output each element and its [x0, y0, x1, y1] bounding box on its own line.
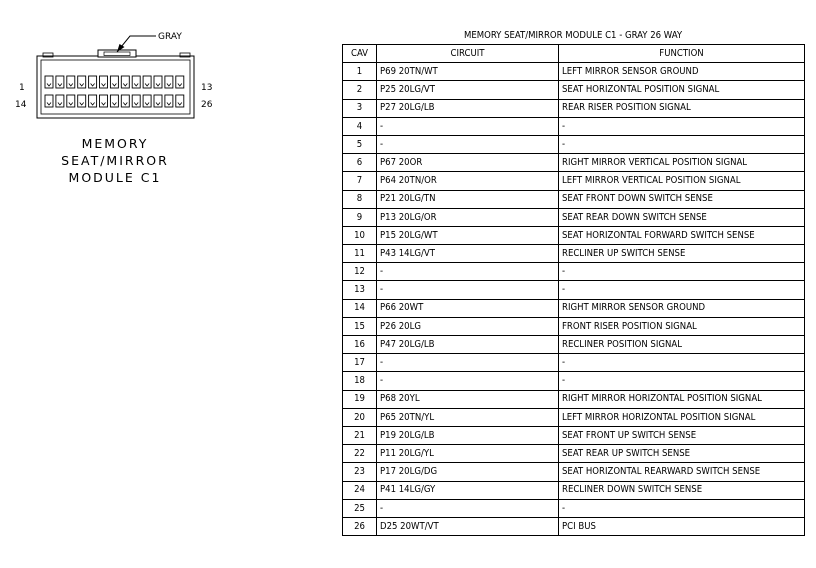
circuit-cell: P47 20LG/LB [377, 336, 559, 354]
cav-cell: 20 [343, 408, 377, 426]
function-cell: - [559, 499, 805, 517]
connector-title-line-1: MEMORY [81, 136, 149, 151]
cav-cell: 17 [343, 354, 377, 372]
circuit-cell: - [377, 499, 559, 517]
circuit-cell: P11 20LG/YL [377, 445, 559, 463]
table-row [343, 135, 805, 153]
circuit-cell: P67 20OR [377, 154, 559, 172]
function-cell: SEAT HORIZONTAL REARWARD SWITCH SENSE [559, 463, 805, 481]
header-cav: CAV [343, 45, 377, 63]
table-row [343, 154, 805, 172]
cav-cell: 6 [343, 154, 377, 172]
function-cell: SEAT REAR UP SWITCH SENSE [559, 445, 805, 463]
function-cell: - [559, 135, 805, 153]
function-cell: RIGHT MIRROR HORIZONTAL POSITION SIGNAL [559, 390, 805, 408]
header-circuit: CIRCUIT [377, 45, 559, 63]
table-row [343, 226, 805, 244]
function-cell: - [559, 354, 805, 372]
function-cell: LEFT MIRROR HORIZONTAL POSITION SIGNAL [559, 408, 805, 426]
circuit-cell: P21 20LG/TN [377, 190, 559, 208]
table-row [343, 63, 805, 81]
circuit-cell: D25 20WT/VT [377, 517, 559, 535]
pin-number-26: 26 [201, 100, 213, 110]
function-cell: FRONT RISER POSITION SIGNAL [559, 317, 805, 335]
table-row [343, 372, 805, 390]
function-cell: LEFT MIRROR VERTICAL POSITION SIGNAL [559, 172, 805, 190]
circuit-cell: P19 20LG/LB [377, 426, 559, 444]
cav-cell: 4 [343, 117, 377, 135]
table-row [343, 354, 805, 372]
table-row [343, 517, 805, 535]
pin-number-13: 13 [201, 83, 213, 93]
function-cell: RIGHT MIRROR SENSOR GROUND [559, 299, 805, 317]
circuit-cell: P69 20TN/WT [377, 63, 559, 81]
table-row [343, 190, 805, 208]
table-title: MEMORY SEAT/MIRROR MODULE C1 - GRAY 26 WAY [463, 30, 683, 41]
function-cell: - [559, 281, 805, 299]
table-row [343, 317, 805, 335]
circuit-cell: P65 20TN/YL [377, 408, 559, 426]
circuit-cell: - [377, 372, 559, 390]
cav-cell: 26 [343, 517, 377, 535]
table-header-row [343, 45, 805, 63]
pin-number-1: 1 [19, 83, 25, 93]
cav-cell: 14 [343, 299, 377, 317]
cav-cell: 7 [343, 172, 377, 190]
cav-cell: 12 [343, 263, 377, 281]
table-row [343, 81, 805, 99]
cav-cell: 15 [343, 317, 377, 335]
table-row [343, 336, 805, 354]
cav-cell: 9 [343, 208, 377, 226]
table-row [343, 390, 805, 408]
function-cell: SEAT FRONT DOWN SWITCH SENSE [559, 190, 805, 208]
circuit-cell: P15 20LG/WT [377, 226, 559, 244]
function-cell: - [559, 117, 805, 135]
table-row [343, 445, 805, 463]
cav-cell: 3 [343, 99, 377, 117]
table-row [343, 245, 805, 263]
function-cell: PCI BUS [559, 517, 805, 535]
connector-title-line-2: SEAT/MIRROR [61, 153, 169, 168]
pin-row-top [45, 76, 184, 88]
cav-cell: 25 [343, 499, 377, 517]
function-cell: LEFT MIRROR SENSOR GROUND [559, 63, 805, 81]
cav-cell: 24 [343, 481, 377, 499]
pin-row-bottom [45, 95, 184, 107]
cav-cell: 10 [343, 226, 377, 244]
cav-cell: 2 [343, 81, 377, 99]
table-row [343, 299, 805, 317]
circuit-cell: P66 20WT [377, 299, 559, 317]
circuit-cell: P13 20LG/OR [377, 208, 559, 226]
circuit-cell: P64 20TN/OR [377, 172, 559, 190]
function-cell: REAR RISER POSITION SIGNAL [559, 99, 805, 117]
table-row [343, 99, 805, 117]
table-row [343, 426, 805, 444]
circuit-cell: - [377, 117, 559, 135]
table-row [343, 263, 805, 281]
cav-cell: 11 [343, 245, 377, 263]
cav-cell: 8 [343, 190, 377, 208]
header-function: FUNCTION [559, 45, 805, 63]
table-row [343, 172, 805, 190]
circuit-cell: P43 14LG/VT [377, 245, 559, 263]
table-row [343, 499, 805, 517]
function-cell: RECLINER UP SWITCH SENSE [559, 245, 805, 263]
circuit-cell: - [377, 263, 559, 281]
cav-cell: 23 [343, 463, 377, 481]
circuit-cell: P68 20YL [377, 390, 559, 408]
table-row [343, 408, 805, 426]
circuit-cell: P27 20LG/LB [377, 99, 559, 117]
cav-cell: 18 [343, 372, 377, 390]
cav-cell: 13 [343, 281, 377, 299]
table-row [343, 463, 805, 481]
table-row [343, 481, 805, 499]
cav-cell: 1 [343, 63, 377, 81]
cav-cell: 21 [343, 426, 377, 444]
function-cell: RECLINER DOWN SWITCH SENSE [559, 481, 805, 499]
circuit-cell: P26 20LG [377, 317, 559, 335]
circuit-cell: - [377, 135, 559, 153]
cav-cell: 19 [343, 390, 377, 408]
pinout-table [342, 44, 805, 536]
connector-title-line-3: MODULE C1 [68, 170, 162, 185]
circuit-cell: P41 14LG/GY [377, 481, 559, 499]
function-cell: SEAT FRONT UP SWITCH SENSE [559, 426, 805, 444]
function-cell: - [559, 263, 805, 281]
circuit-cell: - [377, 281, 559, 299]
function-cell: SEAT REAR DOWN SWITCH SENSE [559, 208, 805, 226]
cav-cell: 5 [343, 135, 377, 153]
pin-number-14: 14 [15, 100, 27, 110]
function-cell: RIGHT MIRROR VERTICAL POSITION SIGNAL [559, 154, 805, 172]
function-cell: SEAT HORIZONTAL FORWARD SWITCH SENSE [559, 226, 805, 244]
connector-color-label: GRAY [158, 32, 182, 42]
function-cell: SEAT HORIZONTAL POSITION SIGNAL [559, 81, 805, 99]
table-row [343, 117, 805, 135]
circuit-cell: P17 20LG/DG [377, 463, 559, 481]
function-cell: - [559, 372, 805, 390]
circuit-cell: P25 20LG/VT [377, 81, 559, 99]
table-row [343, 281, 805, 299]
cav-cell: 22 [343, 445, 377, 463]
function-cell: RECLINER POSITION SIGNAL [559, 336, 805, 354]
table-row [343, 208, 805, 226]
circuit-cell: - [377, 354, 559, 372]
cav-cell: 16 [343, 336, 377, 354]
